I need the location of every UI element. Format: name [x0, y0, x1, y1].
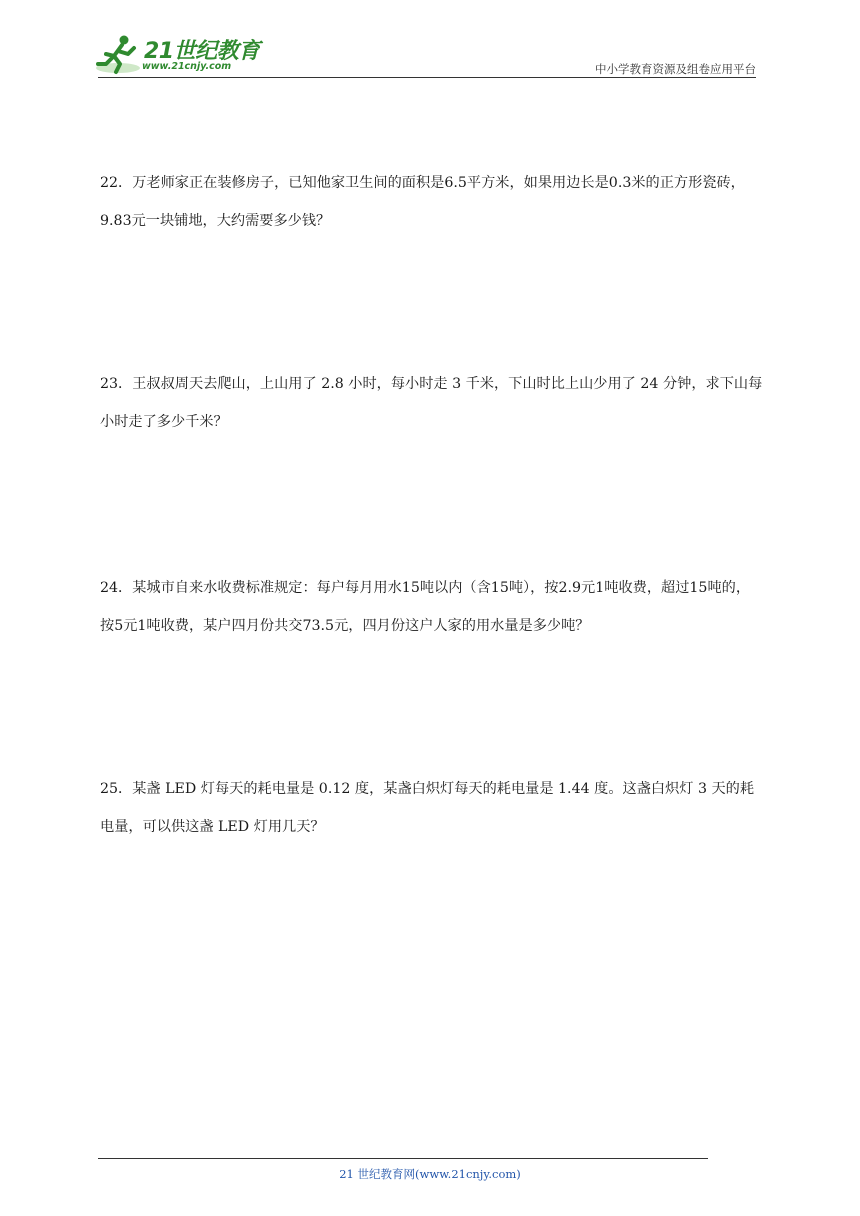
footer-link[interactable]: 21 世纪教育网(www.21cnjy.com): [339, 1167, 521, 1181]
question-23: 23．王叔叔周天去爬山，上山用了 2.8 小时，每小时走 3 千米，下山时比上山少用了 24 分钟，求下山每小时走了多少千米？: [100, 376, 763, 430]
question-25: 25．某盏 LED 灯每天的耗电量是 0.12 度，某盏白炽灯每天的耗电量是 1.44 度。这盏白炽灯 3 天的耗电量，可以供这盏 LED 灯用几天？: [100, 781, 755, 835]
header-tagline: 中小学教育资源及组卷应用平台: [595, 62, 756, 76]
footer-divider: [98, 1158, 708, 1159]
runner-logo-icon: [94, 34, 144, 78]
header-divider: [98, 77, 756, 78]
logo-text: 21世纪教育: [144, 39, 260, 64]
site-logo[interactable]: [94, 34, 264, 78]
question-22: 22．万老师家正在装修房子，已知他家卫生间的面积是6.5平方米，如果用边长是0.3米的正方形瓷砖，9.83元一块铺地，大约需要多少钱？: [100, 175, 745, 229]
page-header: [0, 0, 860, 90]
question-24: 24．某城市自来水收费标准规定：每户每月用水15吨以内（含15吨），按2.9元1吨收费，超过15吨的，按5元1吨收费，某户四月份共交73.5元，四月份这户人家的用水量是多少吨？: [100, 580, 751, 634]
logo-url: www.21cnjy.com: [142, 61, 232, 72]
